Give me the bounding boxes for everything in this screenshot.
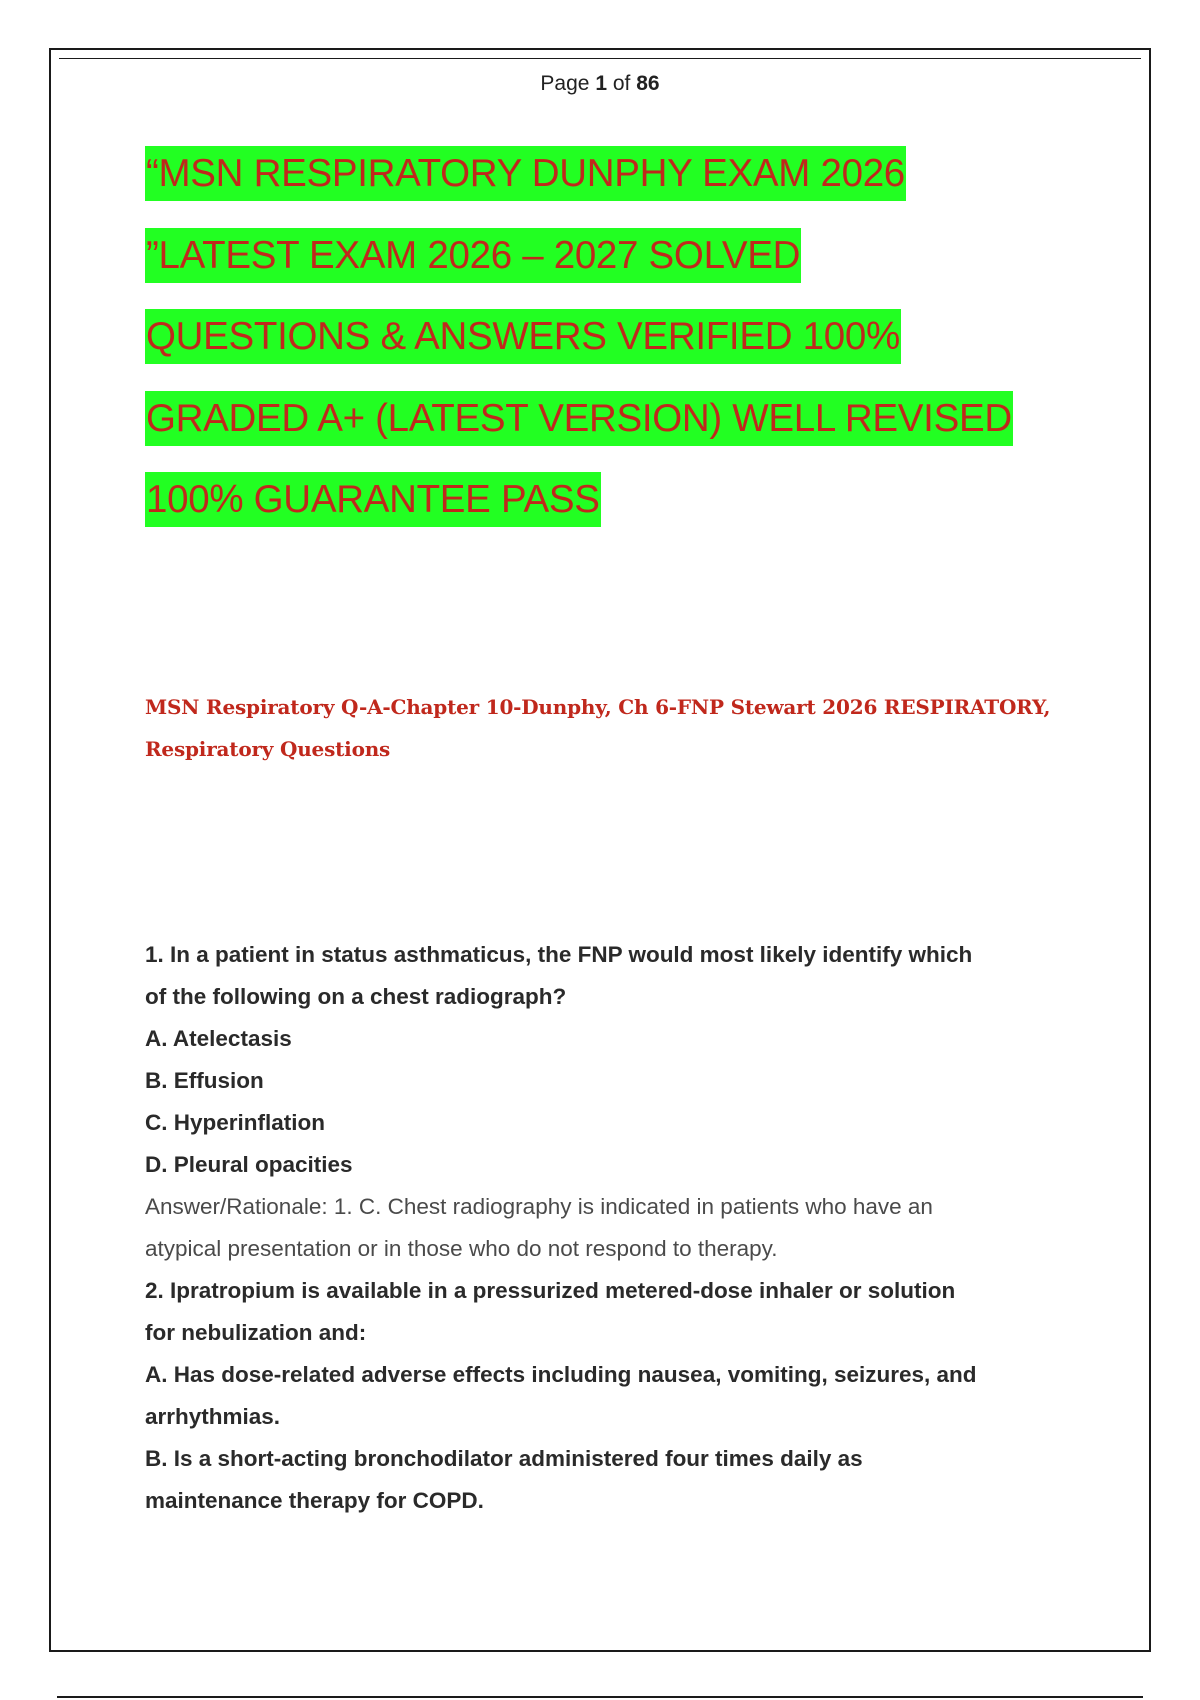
question-1-option-d: D. Pleural opacities <box>145 1152 353 1177</box>
page-number <box>0 72 1200 96</box>
question-2-option-a-line-2: arrhythmias. <box>145 1404 281 1429</box>
title-line-3: QUESTIONS & ANSWERS VERIFIED 100% <box>145 309 901 364</box>
bottom-rule <box>57 1696 1143 1698</box>
page-label: Page <box>540 72 590 95</box>
question-1-stem-line-1: 1. In a patient in status asthmaticus, the FNP would most likely identify which <box>145 942 973 967</box>
subtitle-line-1: MSN Respiratory Q-A-Chapter 10-Dunphy, Ch 6-FNP Stewart 2026 RESPIRATORY, <box>145 695 1051 719</box>
question-2-option-a-line-1: A. Has dose-related adverse effects including nausea, vomiting, seizures, and <box>145 1362 977 1387</box>
question-2-stem-line-2: for nebulization and: <box>145 1320 367 1345</box>
document-subtitle <box>145 686 1065 770</box>
question-1-option-b: B. Effusion <box>145 1068 264 1093</box>
question-1-rationale-line-2: atypical presentation or in those who do not respond to therapy. <box>145 1236 778 1261</box>
document-title <box>145 146 1045 554</box>
title-line-2: ”LATEST EXAM 2026 – 2027 SOLVED <box>145 228 801 283</box>
page-total: 86 <box>636 72 660 95</box>
question-2-option-b-line-2: maintenance therapy for COPD. <box>145 1488 484 1513</box>
page-current: 1 <box>595 72 607 95</box>
top-rule <box>59 58 1141 59</box>
question-2-stem-line-1: 2. Ipratropium is available in a pressurized metered-dose inhaler or solution <box>145 1278 956 1303</box>
question-1-option-a: A. Atelectasis <box>145 1026 292 1051</box>
page-of: of <box>612 72 631 95</box>
question-1-rationale-line-1: Answer/Rationale: 1. C. Chest radiography is indicated in patients who have an <box>145 1194 933 1219</box>
subtitle-line-2: Respiratory Questions <box>145 737 391 761</box>
title-line-4: GRADED A+ (LATEST VERSION) WELL REVISED <box>145 391 1013 446</box>
title-line-5: 100% GUARANTEE PASS <box>145 472 601 527</box>
question-1-stem-line-2: of the following on a chest radiograph? <box>145 984 567 1009</box>
title-line-1: “MSN RESPIRATORY DUNPHY EXAM 2026 <box>145 146 906 201</box>
question-2-option-b-line-1: B. Is a short-acting bronchodilator administered four times daily as <box>145 1446 863 1471</box>
question-1-option-c: C. Hyperinflation <box>145 1110 326 1135</box>
question-list <box>145 934 1075 1522</box>
